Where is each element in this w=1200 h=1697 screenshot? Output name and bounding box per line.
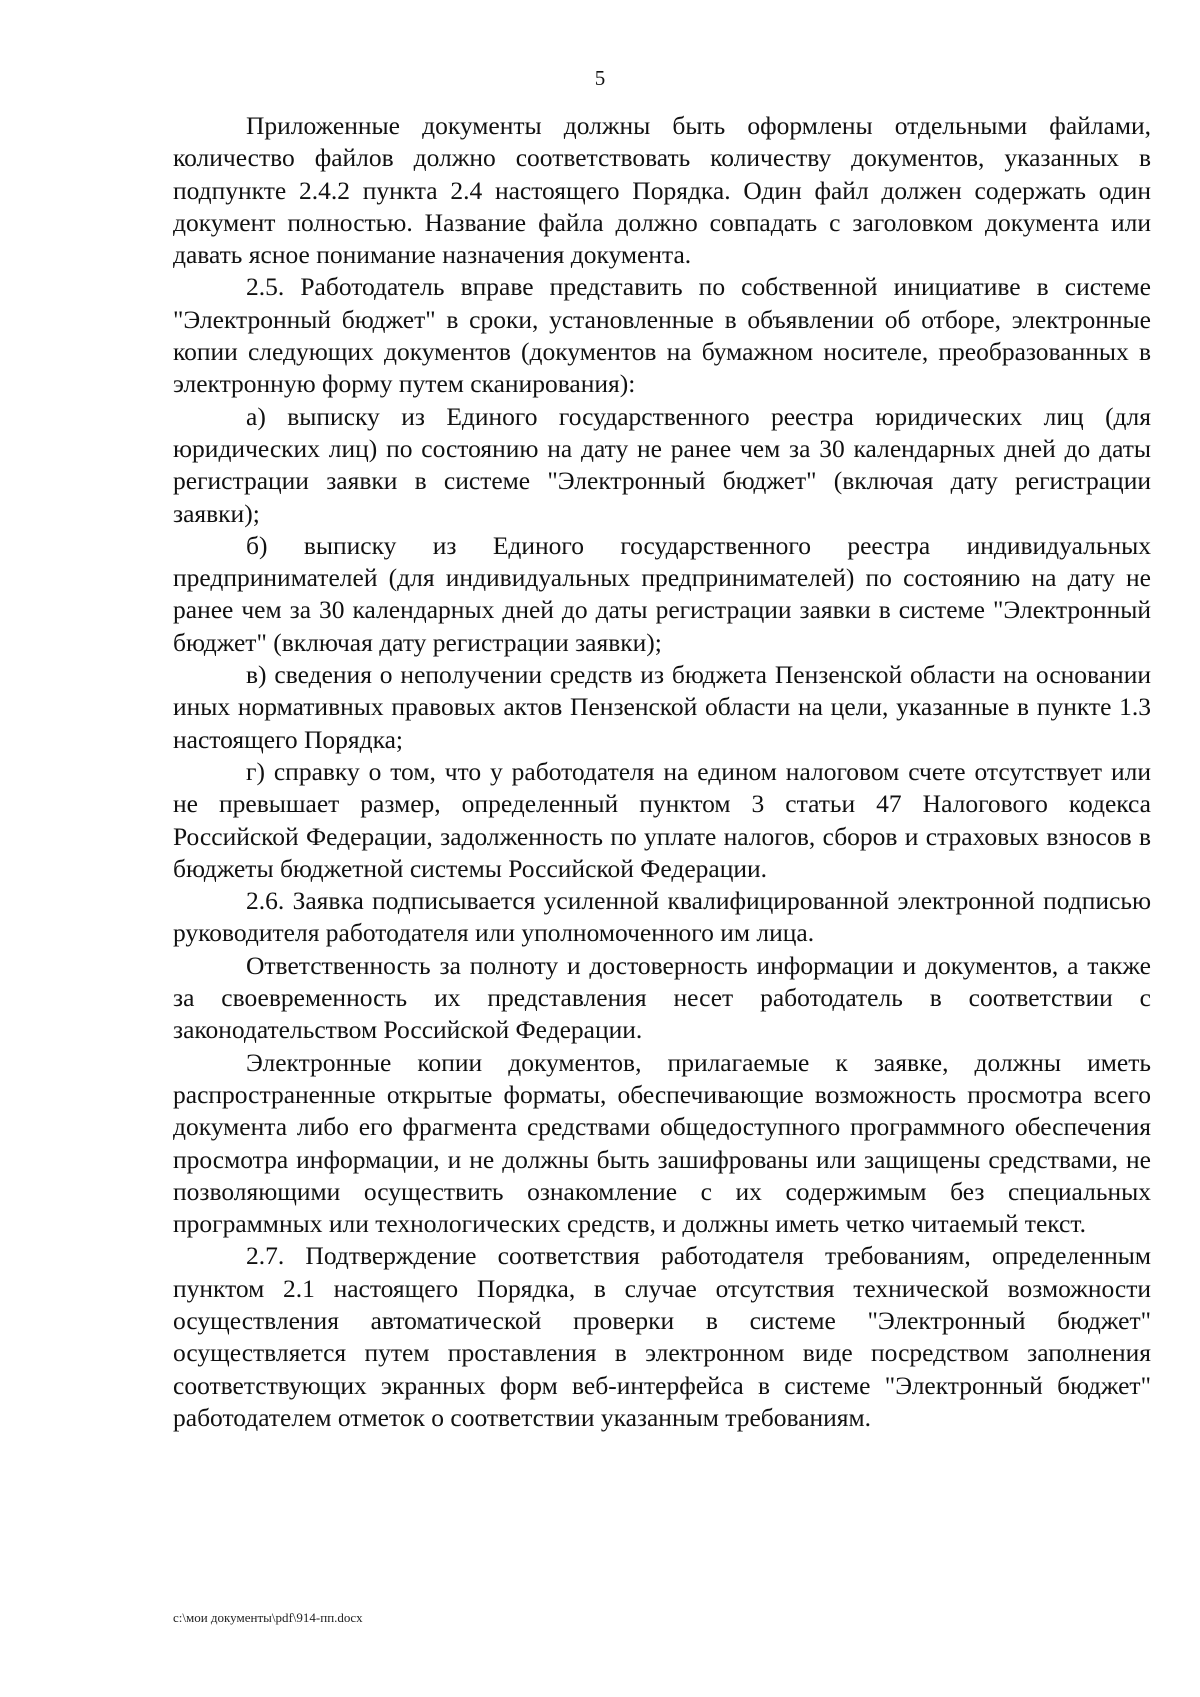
paragraph-attached-documents: Приложенные документы должны быть оформлены отдельными файлами, количество файлов должно соответствовать количеству документов, указанных в подпункте 2.4.2 пункта 2.4 настоящего Порядка. Один файл должен содержать один документ полностью. Название файла должно совпадать с заголовком документа или давать ясное понимание назначения документа. [173,111,1151,270]
page-number: 5 [594,66,606,90]
paragraph-2-5-v: в) сведения о неполучении средств из бюджета Пензенской области на основании иных нормативных правовых актов Пензенской области на цели, указанные в пункте 1.3 настоящего Порядка; [173,660,1151,754]
paragraph-2-5-g: г) справку о том, что у работодателя на едином налоговом счете отсутствует или не превышает размер, определенный пунктом 3 статьи 47 Налогового кодекса Российской Федерации, задолженность по уплате налогов, сборов и страховых взносов в бюджеты бюджетной системы Российской Федерации. [173,756,1151,883]
footer-file-path: c:\мои документы\pdf\914-пп.docx [173,1610,363,1625]
paragraph-2-7: 2.7. Подтверждение соответствия работодателя требованиям, определенным пунктом 2.1 настоящего Порядка, в случае отсутствия технической возможности осуществления автоматической проверки в системе "Электронный бюджет" осуществляется путем проставления в электронном виде посредством заполнения соответствующих экранных форм веб-интерфейса в системе "Электронный бюджет" работодателем отметок о соответствии указанным требованиям. [173,1241,1151,1432]
document-body [173,110,1151,1434]
paragraph-2-5: 2.5. Работодатель вправе представить по собственной инициативе в системе "Электронный бюджет" в сроки, установленные в объявлении об отборе, электронные копии следующих документов (документов на бумажном носителе, преобразованных в электронную форму путем сканирования): [173,272,1151,399]
paragraph-2-5-b: б) выписку из Единого государственного реестра индивидуальных предпринимателей (для индивидуальных предпринимателей) по состоянию на дату не ранее чем за 30 календарных дней до даты регистрации заявки в системе "Электронный бюджет" (включая дату регистрации заявки); [173,530,1151,657]
paragraph-responsibility: Ответственность за полноту и достоверность информации и документов, а также за своевременность их представления несет работодатель в соответствии с законодательством Российской Федерации. [173,950,1151,1045]
paragraph-electronic-copies: Электронные копии документов, прилагаемые к заявке, должны иметь распространенные открытые форматы, обеспечивающие возможность просмотра всего документа либо его фрагмента средствами общедоступного программного обеспечения просмотра информации, и не должны быть зашифрованы или защищены средствами, не позволяющими осуществить ознакомление с их содержимым без специальных программных или технологических средств, и должны иметь четко читаемый текст. [173,1047,1151,1239]
paragraph-2-5-a: а) выписку из Единого государственного реестра юридических лиц (для юридических лиц) по состоянию на дату не ранее чем за 30 календарных дней до даты регистрации заявки в системе "Электронный бюджет" (включая дату регистрации заявки); [173,401,1151,528]
paragraph-2-6: 2.6. Заявка подписывается усиленной квалифицированной электронной подписью руководителя работодателя или уполномоченного им лица. [173,886,1151,948]
